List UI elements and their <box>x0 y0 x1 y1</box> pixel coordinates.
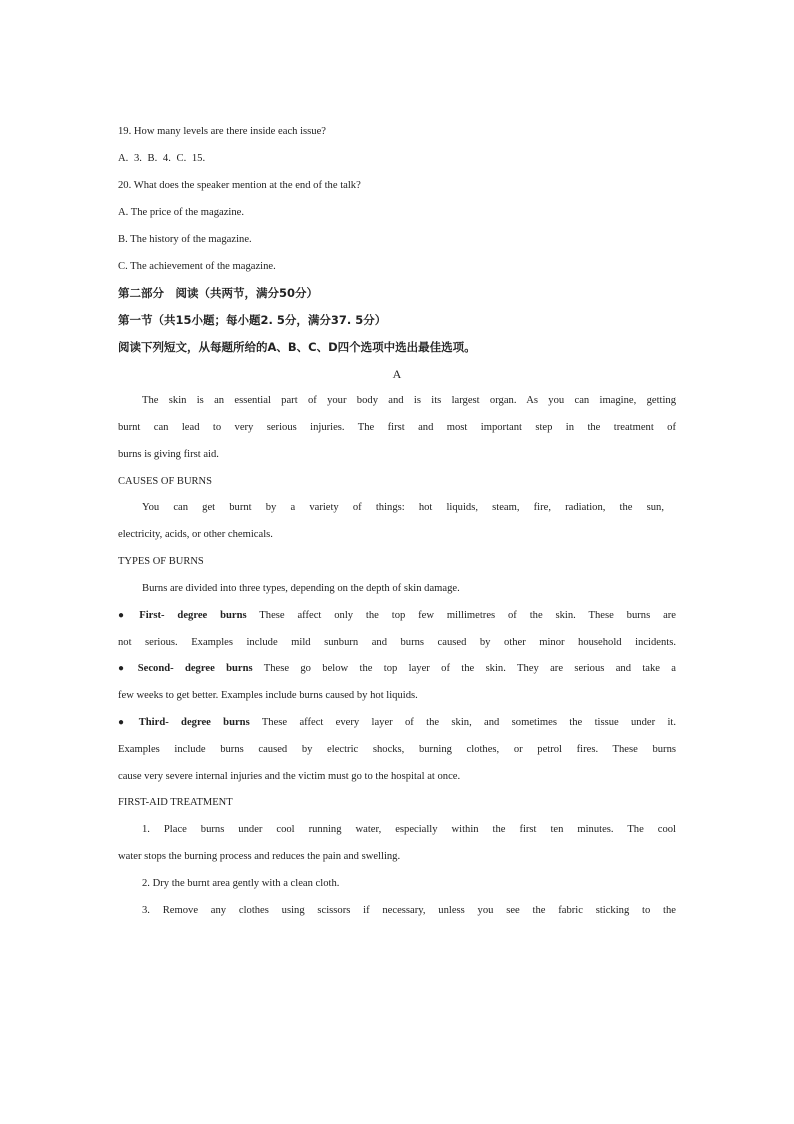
causes-line-2: electricity, acids, or other chemicals. <box>118 529 273 540</box>
part-two-title: 第二部分 阅读（共两节，满分50分） <box>118 286 319 300</box>
causes-line-1: You can get burnt by a variety of things: hot liquids, steam, fire, radiation, the sun, <box>142 502 664 513</box>
third-degree-text: These affect every layer of the skin, and sometimes the tissue under it. <box>261 717 676 728</box>
third-degree-term: Third- degree burns <box>138 717 250 728</box>
question-19-stem: 19. How many levels are there inside each issue? <box>118 126 326 137</box>
first-degree-text: These affect only the top few millimetres of the skin. These burns are <box>259 610 676 621</box>
third-degree-line-3: cause very severe internal injuries and the victim must go to the hospital at once. <box>118 771 461 782</box>
second-degree-term: Second- degree burns <box>137 663 253 674</box>
treatment-line-4: 3. Remove any clothes using scissors if necessary, unless you see the fabric sticking to the <box>142 905 676 916</box>
bullet-icon: ● <box>118 717 134 728</box>
second-degree-line-1 <box>118 662 676 676</box>
passage-label: A <box>392 367 402 381</box>
section-one-title: 第一节（共15小题；每小题2. 5分，满分37. 5分） <box>118 313 387 327</box>
reading-instruction: 阅读下列短文，从每题所给的A、B、C、D四个选项中选出最佳选项。 <box>118 340 476 354</box>
treatment-line-2: water stops the burning process and reduces the pain and swelling. <box>118 851 401 862</box>
intro-line-3: burns is giving first aid. <box>118 449 219 460</box>
types-heading: TYPES OF BURNS <box>118 556 204 567</box>
intro-line-1: The skin is an essential part of your body and is its largest organ. As you can imagine, getting <box>142 395 676 406</box>
question-19-options: A. 3. B. 4. C. 15. <box>118 153 206 164</box>
second-degree-line-2: few weeks to get better. Examples include burns caused by hot liquids. <box>118 690 418 701</box>
third-degree-line-2: Examples include burns caused by electric shocks, burning clothes, or petrol fires. These burns <box>118 744 676 755</box>
treatment-line-1: 1. Place burns under cool running water, especially within the first ten minutes. The cool <box>142 824 676 835</box>
second-degree-text: These go below the top layer of the skin. They are serious and take a <box>263 663 676 674</box>
bullet-icon: ● <box>118 663 133 674</box>
bullet-icon: ● <box>118 610 135 621</box>
types-intro: Burns are divided into three types, depending on the depth of skin damage. <box>142 583 460 594</box>
first-degree-term: First- degree burns <box>139 610 247 621</box>
first-degree-line-1 <box>118 609 676 623</box>
first-degree-line-2: not serious. Examples include mild sunburn and burns caused by other minor household incidents. <box>118 637 676 648</box>
causes-heading: CAUSES OF BURNS <box>118 476 212 487</box>
intro-line-2: burnt can lead to very serious injuries. The first and most important step in the treatment of <box>118 422 676 433</box>
treatment-heading: FIRST-AID TREATMENT <box>118 797 233 808</box>
question-20-option-c: C. The achievement of the magazine. <box>118 261 276 272</box>
question-20-stem: 20. What does the speaker mention at the end of the talk? <box>118 180 361 191</box>
third-degree-line-1 <box>118 716 676 730</box>
treatment-line-3: 2. Dry the burnt area gently with a clean cloth. <box>142 878 340 889</box>
question-20-option-b: B. The history of the magazine. <box>118 234 252 245</box>
question-20-option-a: A. The price of the magazine. <box>118 207 244 218</box>
